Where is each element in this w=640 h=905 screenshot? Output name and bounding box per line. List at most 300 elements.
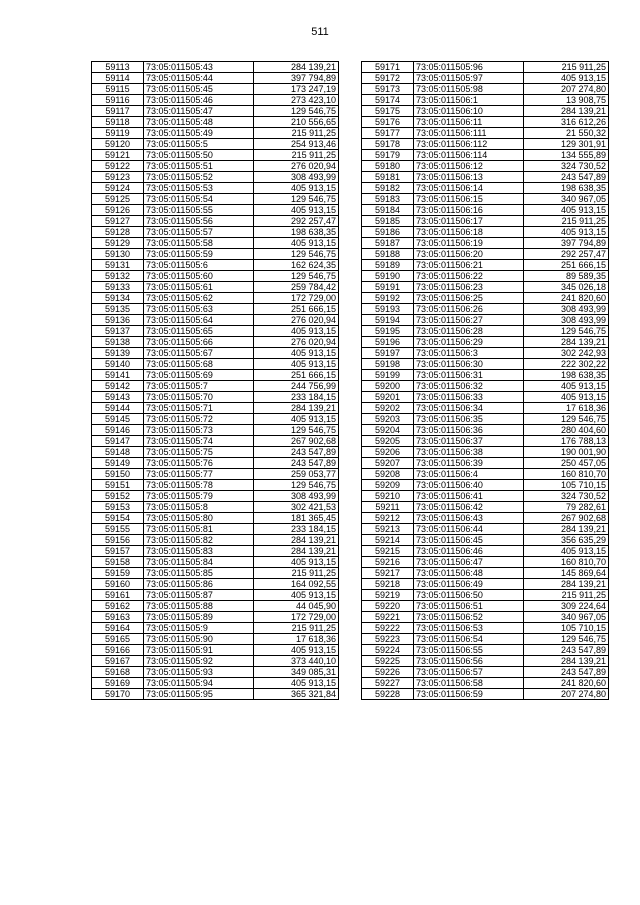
row-number-cell: 59130	[92, 249, 144, 260]
cadastral-number-cell: 73:05:011505:95	[144, 689, 254, 700]
cadastral-number-cell: 73:05:011506:4	[414, 469, 524, 480]
cadastral-number-cell: 73:05:011505:66	[144, 337, 254, 348]
row-number-cell: 59119	[92, 128, 144, 139]
cadastral-number-cell: 73:05:011505:62	[144, 293, 254, 304]
table-row	[92, 106, 339, 117]
row-number-cell: 59189	[362, 260, 414, 271]
cadastral-number-cell: 73:05:011505:57	[144, 227, 254, 238]
row-number-cell: 59163	[92, 612, 144, 623]
cadastral-number-cell: 73:05:011505:8	[144, 502, 254, 513]
row-number-cell: 59158	[92, 557, 144, 568]
cadastral-number-cell: 73:05:011506:57	[414, 667, 524, 678]
row-number-cell: 59188	[362, 249, 414, 260]
cadastral-number-cell: 73:05:011506:33	[414, 392, 524, 403]
table-row	[92, 502, 339, 513]
cadastral-number-cell: 73:05:011506:43	[414, 513, 524, 524]
cadastral-number-cell: 73:05:011505:88	[144, 601, 254, 612]
cadastral-number-cell: 73:05:011505:71	[144, 403, 254, 414]
value-cell: 134 555,89	[524, 150, 609, 161]
table-row	[362, 634, 609, 645]
row-number-cell: 59215	[362, 546, 414, 557]
row-number-cell: 59125	[92, 194, 144, 205]
row-number-cell: 59206	[362, 447, 414, 458]
row-number-cell: 59227	[362, 678, 414, 689]
value-cell: 302 242,93	[524, 348, 609, 359]
table-row	[92, 194, 339, 205]
value-cell: 129 546,75	[254, 271, 339, 282]
value-cell: 284 139,21	[524, 579, 609, 590]
table-row	[92, 73, 339, 84]
value-cell: 280 404,60	[524, 425, 609, 436]
cadastral-number-cell: 73:05:011506:45	[414, 535, 524, 546]
value-cell: 267 902,68	[254, 436, 339, 447]
value-cell: 160 810,70	[524, 557, 609, 568]
value-cell: 308 493,99	[524, 304, 609, 315]
table-row	[362, 557, 609, 568]
cadastral-number-cell: 73:05:011506:10	[414, 106, 524, 117]
row-number-cell: 59116	[92, 95, 144, 106]
table-row	[362, 337, 609, 348]
value-cell: 198 638,35	[524, 370, 609, 381]
row-number-cell: 59184	[362, 205, 414, 216]
table-row	[92, 667, 339, 678]
cadastral-number-cell: 73:05:011506:23	[414, 282, 524, 293]
table-row	[362, 502, 609, 513]
cadastral-number-cell: 73:05:011506:14	[414, 183, 524, 194]
value-cell: 284 139,21	[254, 62, 339, 73]
row-number-cell: 59211	[362, 502, 414, 513]
cadastral-number-cell: 73:05:011506:3	[414, 348, 524, 359]
cadastral-number-cell: 73:05:011506:46	[414, 546, 524, 557]
cadastral-number-cell: 73:05:011505:63	[144, 304, 254, 315]
row-number-cell: 59157	[92, 546, 144, 557]
value-cell: 215 911,25	[254, 150, 339, 161]
table-row	[362, 623, 609, 634]
value-cell: 129 546,75	[524, 414, 609, 425]
value-cell: 233 184,15	[254, 392, 339, 403]
row-number-cell: 59179	[362, 150, 414, 161]
cadastral-number-cell: 73:05:011505:46	[144, 95, 254, 106]
value-cell: 162 624,35	[254, 260, 339, 271]
value-cell: 172 729,00	[254, 612, 339, 623]
row-number-cell: 59146	[92, 425, 144, 436]
row-number-cell: 59228	[362, 689, 414, 700]
row-number-cell: 59123	[92, 172, 144, 183]
value-cell: 243 547,89	[524, 645, 609, 656]
row-number-cell: 59127	[92, 216, 144, 227]
cadastral-number-cell: 73:05:011506:17	[414, 216, 524, 227]
table-row	[362, 128, 609, 139]
value-cell: 397 794,89	[524, 238, 609, 249]
table-row	[92, 590, 339, 601]
table-row	[92, 634, 339, 645]
row-number-cell: 59118	[92, 117, 144, 128]
value-cell: 243 547,89	[524, 667, 609, 678]
value-cell: 243 547,89	[254, 447, 339, 458]
table-row	[92, 469, 339, 480]
table-row	[92, 414, 339, 425]
table-row	[362, 282, 609, 293]
table-row	[362, 524, 609, 535]
table-row	[92, 62, 339, 73]
cadastral-number-cell: 73:05:011505:68	[144, 359, 254, 370]
cadastral-number-cell: 73:05:011506:55	[414, 645, 524, 656]
row-number-cell: 59177	[362, 128, 414, 139]
row-number-cell: 59216	[362, 557, 414, 568]
table-row	[92, 645, 339, 656]
table-row	[92, 601, 339, 612]
row-number-cell: 59223	[362, 634, 414, 645]
value-cell: 356 635,29	[524, 535, 609, 546]
value-cell: 215 911,25	[254, 128, 339, 139]
cadastral-number-cell: 73:05:011506:58	[414, 678, 524, 689]
value-cell: 284 139,21	[254, 535, 339, 546]
table-row	[362, 150, 609, 161]
value-cell: 176 788,13	[524, 436, 609, 447]
value-cell: 324 730,52	[524, 161, 609, 172]
cadastral-number-cell: 73:05:011505:50	[144, 150, 254, 161]
value-cell: 164 092,55	[254, 579, 339, 590]
row-number-cell: 59218	[362, 579, 414, 590]
right-data-table	[361, 61, 609, 700]
value-cell: 405 913,15	[254, 590, 339, 601]
table-row	[362, 469, 609, 480]
value-cell: 251 666,15	[254, 370, 339, 381]
table-row	[92, 326, 339, 337]
value-cell: 250 457,05	[524, 458, 609, 469]
cadastral-number-cell: 73:05:011506:1	[414, 95, 524, 106]
value-cell: 276 020,94	[254, 161, 339, 172]
value-cell: 345 026,18	[524, 282, 609, 293]
value-cell: 405 913,15	[254, 326, 339, 337]
table-row	[362, 106, 609, 117]
row-number-cell: 59172	[362, 73, 414, 84]
cadastral-number-cell: 73:05:011506:49	[414, 579, 524, 590]
value-cell: 405 913,15	[254, 414, 339, 425]
value-cell: 251 666,15	[254, 304, 339, 315]
row-number-cell: 59167	[92, 656, 144, 667]
value-cell: 44 045,90	[254, 601, 339, 612]
value-cell: 284 139,21	[254, 403, 339, 414]
cadastral-number-cell: 73:05:011505:96	[414, 62, 524, 73]
table-row	[92, 623, 339, 634]
cadastral-number-cell: 73:05:011506:26	[414, 304, 524, 315]
table-row	[362, 216, 609, 227]
table-row	[362, 612, 609, 623]
cadastral-number-cell: 73:05:011505:97	[414, 73, 524, 84]
value-cell: 215 911,25	[524, 62, 609, 73]
row-number-cell: 59132	[92, 271, 144, 282]
table-row	[362, 249, 609, 260]
value-cell: 129 546,75	[524, 634, 609, 645]
value-cell: 405 913,15	[254, 348, 339, 359]
table-row	[362, 656, 609, 667]
table-row	[362, 403, 609, 414]
row-number-cell: 59219	[362, 590, 414, 601]
row-number-cell: 59150	[92, 469, 144, 480]
row-number-cell: 59137	[92, 326, 144, 337]
table-row	[92, 458, 339, 469]
cadastral-number-cell: 73:05:011505:75	[144, 447, 254, 458]
row-number-cell: 59113	[92, 62, 144, 73]
cadastral-number-cell: 73:05:011505:91	[144, 645, 254, 656]
table-row	[92, 370, 339, 381]
table-row	[362, 590, 609, 601]
table-row	[362, 359, 609, 370]
value-cell: 160 810,70	[524, 469, 609, 480]
cadastral-number-cell: 73:05:011505:61	[144, 282, 254, 293]
value-cell: 405 913,15	[254, 645, 339, 656]
value-cell: 215 911,25	[524, 216, 609, 227]
table-row	[362, 601, 609, 612]
value-cell: 405 913,15	[254, 359, 339, 370]
table-row	[92, 403, 339, 414]
value-cell: 259 053,77	[254, 469, 339, 480]
row-number-cell: 59176	[362, 117, 414, 128]
cadastral-number-cell: 73:05:011505:65	[144, 326, 254, 337]
table-row	[362, 205, 609, 216]
cadastral-number-cell: 73:05:011505:44	[144, 73, 254, 84]
row-number-cell: 59203	[362, 414, 414, 425]
row-number-cell: 59209	[362, 480, 414, 491]
row-number-cell: 59202	[362, 403, 414, 414]
table-row	[92, 249, 339, 260]
table-row	[362, 480, 609, 491]
cadastral-number-cell: 73:05:011506:21	[414, 260, 524, 271]
cadastral-number-cell: 73:05:011506:111	[414, 128, 524, 139]
cadastral-number-cell: 73:05:011505:86	[144, 579, 254, 590]
row-number-cell: 59220	[362, 601, 414, 612]
value-cell: 105 710,15	[524, 623, 609, 634]
row-number-cell: 59217	[362, 568, 414, 579]
value-cell: 244 756,99	[254, 381, 339, 392]
cadastral-number-cell: 73:05:011505:70	[144, 392, 254, 403]
row-number-cell: 59129	[92, 238, 144, 249]
value-cell: 284 139,21	[524, 337, 609, 348]
value-cell: 129 301,91	[524, 139, 609, 150]
row-number-cell: 59225	[362, 656, 414, 667]
cadastral-number-cell: 73:05:011506:27	[414, 315, 524, 326]
row-number-cell: 59120	[92, 139, 144, 150]
row-number-cell: 59186	[362, 227, 414, 238]
row-number-cell: 59133	[92, 282, 144, 293]
value-cell: 284 139,21	[524, 656, 609, 667]
row-number-cell: 59190	[362, 271, 414, 282]
row-number-cell: 59166	[92, 645, 144, 656]
value-cell: 405 913,15	[524, 73, 609, 84]
row-number-cell: 59141	[92, 370, 144, 381]
table-row	[362, 84, 609, 95]
value-cell: 405 913,15	[524, 227, 609, 238]
value-cell: 79 282,61	[524, 502, 609, 513]
table-row	[92, 293, 339, 304]
value-cell: 405 913,15	[254, 557, 339, 568]
table-row	[362, 667, 609, 678]
row-number-cell: 59222	[362, 623, 414, 634]
row-number-cell: 59131	[92, 260, 144, 271]
cadastral-number-cell: 73:05:011505:90	[144, 634, 254, 645]
cadastral-number-cell: 73:05:011506:53	[414, 623, 524, 634]
row-number-cell: 59121	[92, 150, 144, 161]
cadastral-number-cell: 73:05:011505:89	[144, 612, 254, 623]
value-cell: 241 820,60	[524, 678, 609, 689]
row-number-cell: 59208	[362, 469, 414, 480]
cadastral-number-cell: 73:05:011505:84	[144, 557, 254, 568]
row-number-cell: 59201	[362, 392, 414, 403]
row-number-cell: 59142	[92, 381, 144, 392]
cadastral-number-cell: 73:05:011505:43	[144, 62, 254, 73]
cadastral-number-cell: 73:05:011506:48	[414, 568, 524, 579]
cadastral-number-cell: 73:05:011505:9	[144, 623, 254, 634]
table-row	[362, 392, 609, 403]
cadastral-number-cell: 73:05:011506:52	[414, 612, 524, 623]
table-row	[92, 546, 339, 557]
cadastral-number-cell: 73:05:011506:40	[414, 480, 524, 491]
table-row	[92, 315, 339, 326]
table-row	[92, 491, 339, 502]
row-number-cell: 59205	[362, 436, 414, 447]
value-cell: 292 257,47	[524, 249, 609, 260]
cadastral-number-cell: 73:05:011505:64	[144, 315, 254, 326]
value-cell: 373 440,10	[254, 656, 339, 667]
cadastral-number-cell: 73:05:011505:49	[144, 128, 254, 139]
table-row	[362, 95, 609, 106]
table-row	[362, 161, 609, 172]
row-number-cell: 59181	[362, 172, 414, 183]
value-cell: 405 913,15	[254, 238, 339, 249]
table-row	[362, 645, 609, 656]
cadastral-number-cell: 73:05:011506:25	[414, 293, 524, 304]
value-cell: 273 423,10	[254, 95, 339, 106]
cadastral-number-cell: 73:05:011505:53	[144, 183, 254, 194]
row-number-cell: 59180	[362, 161, 414, 172]
cadastral-number-cell: 73:05:011506:42	[414, 502, 524, 513]
cadastral-number-cell: 73:05:011505:76	[144, 458, 254, 469]
value-cell: 105 710,15	[524, 480, 609, 491]
cadastral-number-cell: 73:05:011506:41	[414, 491, 524, 502]
cadastral-number-cell: 73:05:011505:56	[144, 216, 254, 227]
cadastral-number-cell: 73:05:011506:39	[414, 458, 524, 469]
table-row	[362, 139, 609, 150]
value-cell: 340 967,05	[524, 612, 609, 623]
value-cell: 207 274,80	[524, 84, 609, 95]
cadastral-number-cell: 73:05:011505:98	[414, 84, 524, 95]
row-number-cell: 59154	[92, 513, 144, 524]
cadastral-number-cell: 73:05:011505:7	[144, 381, 254, 392]
cadastral-number-cell: 73:05:011505:54	[144, 194, 254, 205]
value-cell: 13 908,75	[524, 95, 609, 106]
table-row	[362, 535, 609, 546]
value-cell: 405 913,15	[524, 381, 609, 392]
table-row	[92, 425, 339, 436]
table-row	[362, 447, 609, 458]
value-cell: 129 546,75	[254, 425, 339, 436]
table-row	[362, 194, 609, 205]
row-number-cell: 59162	[92, 601, 144, 612]
row-number-cell: 59161	[92, 590, 144, 601]
cadastral-number-cell: 73:05:011506:31	[414, 370, 524, 381]
cadastral-number-cell: 73:05:011506:36	[414, 425, 524, 436]
table-row	[92, 436, 339, 447]
table-row	[362, 227, 609, 238]
row-number-cell: 59182	[362, 183, 414, 194]
cadastral-number-cell: 73:05:011506:15	[414, 194, 524, 205]
table-row	[92, 161, 339, 172]
cadastral-number-cell: 73:05:011505:73	[144, 425, 254, 436]
cadastral-number-cell: 73:05:011505:72	[144, 414, 254, 425]
cadastral-number-cell: 73:05:011505:55	[144, 205, 254, 216]
value-cell: 21 550,32	[524, 128, 609, 139]
table-row	[362, 117, 609, 128]
row-number-cell: 59144	[92, 403, 144, 414]
value-cell: 215 911,25	[254, 568, 339, 579]
table-row	[362, 293, 609, 304]
table-row	[362, 73, 609, 84]
value-cell: 405 913,15	[524, 392, 609, 403]
table-row	[362, 370, 609, 381]
row-number-cell: 59126	[92, 205, 144, 216]
value-cell: 284 139,21	[254, 546, 339, 557]
table-row	[92, 216, 339, 227]
row-number-cell: 59168	[92, 667, 144, 678]
value-cell: 222 302,22	[524, 359, 609, 370]
row-number-cell: 59136	[92, 315, 144, 326]
table-row	[92, 678, 339, 689]
table-row	[92, 337, 339, 348]
value-cell: 302 421,53	[254, 502, 339, 513]
row-number-cell: 59178	[362, 139, 414, 150]
cadastral-number-cell: 73:05:011505:81	[144, 524, 254, 535]
value-cell: 243 547,89	[254, 458, 339, 469]
value-cell: 129 546,75	[254, 480, 339, 491]
cadastral-number-cell: 73:05:011506:22	[414, 271, 524, 282]
cadastral-number-cell: 73:05:011506:54	[414, 634, 524, 645]
value-cell: 173 247,19	[254, 84, 339, 95]
table-row	[92, 304, 339, 315]
value-cell: 397 794,89	[254, 73, 339, 84]
value-cell: 316 612,26	[524, 117, 609, 128]
table-row	[362, 304, 609, 315]
value-cell: 405 913,15	[254, 183, 339, 194]
table-row	[92, 480, 339, 491]
table-row	[362, 414, 609, 425]
row-number-cell: 59187	[362, 238, 414, 249]
row-number-cell: 59185	[362, 216, 414, 227]
page-number: 511	[311, 26, 329, 38]
cadastral-number-cell: 73:05:011505:51	[144, 161, 254, 172]
table-row	[362, 491, 609, 502]
table-row	[92, 568, 339, 579]
value-cell: 349 085,31	[254, 667, 339, 678]
cadastral-number-cell: 73:05:011506:16	[414, 205, 524, 216]
value-cell: 210 556,65	[254, 117, 339, 128]
table-row	[92, 227, 339, 238]
row-number-cell: 59115	[92, 84, 144, 95]
row-number-cell: 59199	[362, 370, 414, 381]
cadastral-number-cell: 73:05:011506:13	[414, 172, 524, 183]
row-number-cell: 59128	[92, 227, 144, 238]
row-number-cell: 59122	[92, 161, 144, 172]
cadastral-number-cell: 73:05:011506:18	[414, 227, 524, 238]
table-row	[92, 535, 339, 546]
table-row	[92, 238, 339, 249]
row-number-cell: 59156	[92, 535, 144, 546]
value-cell: 233 184,15	[254, 524, 339, 535]
value-cell: 284 139,21	[524, 106, 609, 117]
value-cell: 405 913,15	[254, 205, 339, 216]
row-number-cell: 59204	[362, 425, 414, 436]
row-number-cell: 59124	[92, 183, 144, 194]
